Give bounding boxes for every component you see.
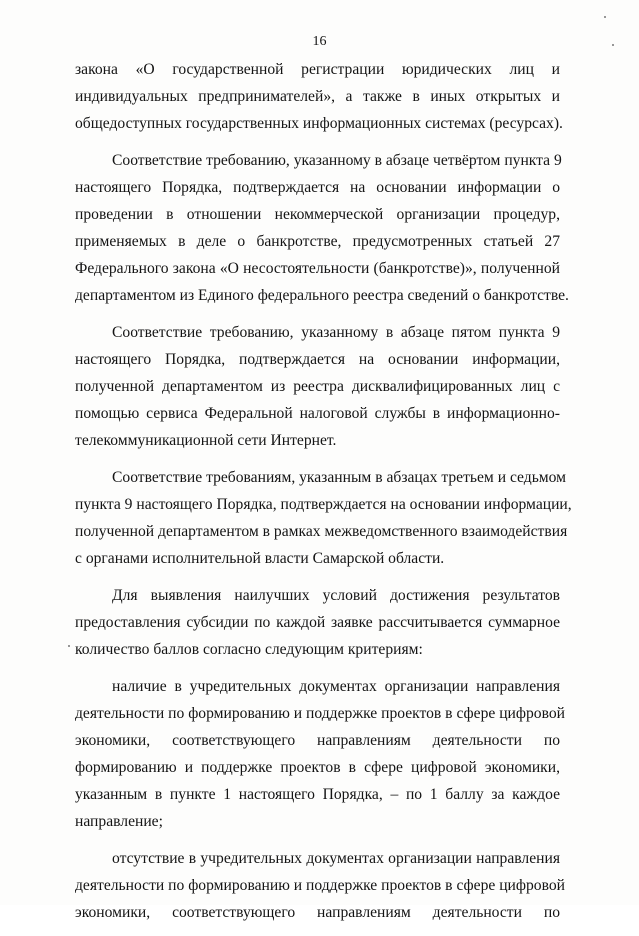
paragraph-4 bbox=[75, 464, 572, 572]
paragraph-5 bbox=[75, 582, 560, 663]
paragraph-6 bbox=[75, 673, 565, 835]
page-number: 16 bbox=[312, 34, 327, 49]
text-line: деятельности по формированию и поддержке проектов в сфере цифровой bbox=[75, 705, 565, 722]
text-line: проведении в отношении некоммерческой организации процедур, bbox=[75, 206, 560, 223]
text-line: предоставления субсидии по каждой заявке рассчитывается суммарное bbox=[75, 614, 560, 631]
text-line: отсутствие в учредительных документах организации направления bbox=[112, 850, 560, 867]
text-line: с органами исполнительной власти Самарской области. bbox=[75, 550, 445, 567]
text-line: указанным в пункте 1 настоящего Порядка, – по 1 баллу за каждое bbox=[75, 786, 560, 803]
text-line: формированию и поддержке проектов в сфере цифровой экономики, bbox=[75, 759, 560, 776]
text-line: помощью сервиса Федеральной налоговой службы в информационно- bbox=[75, 405, 560, 422]
text-line: Федерального закона «О несостоятельности (банкротстве)», полученной bbox=[75, 260, 560, 277]
text-line: наличие в учредительных документах организации направления bbox=[112, 678, 560, 695]
text-line: экономики, соответствующего направлениям деятельности по bbox=[75, 904, 560, 921]
scan-speck bbox=[68, 645, 70, 647]
text-line: настоящего Порядка, подтверждается на основании информации, bbox=[75, 351, 560, 368]
text-line: Соответствие требованию, указанному в абзаце пятом пункта 9 bbox=[112, 324, 560, 341]
text-line: Для выявления наилучших условий достижения результатов bbox=[112, 587, 560, 604]
text-line: индивидуальных предпринимателей», а также в иных открытых и bbox=[75, 88, 560, 105]
paragraph-7 bbox=[75, 845, 565, 926]
text-line: департаментом из Единого федерального реестра сведений о банкротстве. bbox=[75, 287, 569, 304]
text-line: закона «О государственной регистрации юридических лиц и bbox=[75, 61, 560, 78]
text-line: телекоммуникационной сети Интернет. bbox=[75, 432, 337, 449]
text-line: Соответствие требованию, указанному в абзаце четвёртом пункта 9 bbox=[112, 152, 562, 169]
paragraph-1 bbox=[75, 56, 563, 137]
text-line: количество баллов согласно следующим критериям: bbox=[75, 641, 423, 658]
scan-speck bbox=[612, 44, 614, 46]
paragraph-3 bbox=[75, 319, 560, 454]
text-line: полученной департаментом из реестра дисквалифицированных лиц с bbox=[75, 378, 560, 395]
text-line: Соответствие требованиям, указанным в абзацах третьем и седьмом bbox=[112, 469, 567, 486]
text-line: настоящего Порядка, подтверждается на основании информации о bbox=[75, 179, 560, 196]
text-line: пункта 9 настоящего Порядка, подтверждается на основании информации, bbox=[75, 496, 572, 513]
text-line: экономики, соответствующего направлениям деятельности по bbox=[75, 732, 560, 749]
document-body bbox=[75, 56, 572, 936]
text-line: применяемых в деле о банкротстве, предусмотренных статьей 27 bbox=[75, 233, 560, 250]
paragraph-2 bbox=[75, 147, 569, 309]
scan-speck bbox=[604, 16, 606, 18]
text-line: направление; bbox=[75, 813, 163, 830]
text-line: общедоступных государственных информационных системах (ресурсах). bbox=[75, 115, 563, 132]
text-line: полученной департаментом в рамках межведомственного взаимодействия bbox=[75, 523, 568, 540]
text-line: деятельности по формированию и поддержке проектов в сфере цифровой bbox=[75, 877, 565, 894]
